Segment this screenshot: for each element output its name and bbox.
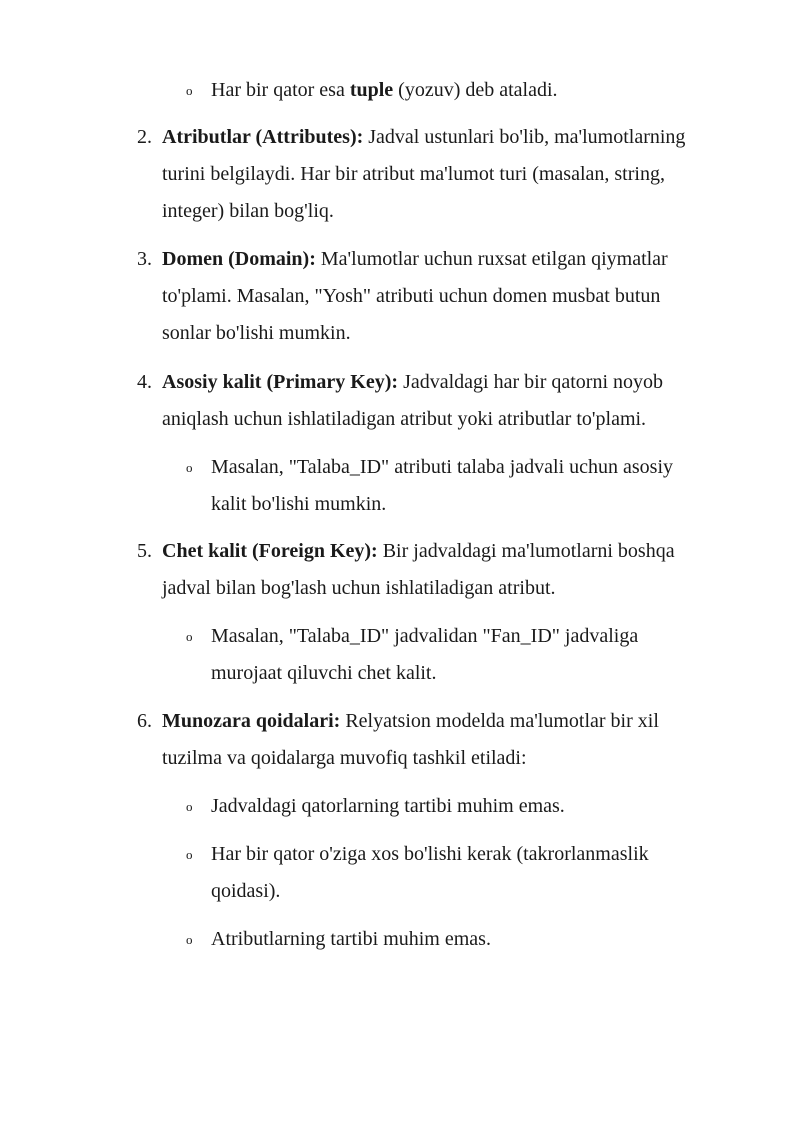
list-item-rules xyxy=(162,703,659,740)
sub-item-text: Masalan, "Talaba_ID" jadvalidan "Fan_ID" jadvaliga xyxy=(211,625,639,647)
item-text-line: tuzilma va qoidalarga muvofiq tashkil etiladi: xyxy=(162,747,527,769)
item-text-line: integer) bilan bog'liq. xyxy=(162,200,334,222)
sub-item-text: murojaat qiluvchi chet kalit. xyxy=(211,662,437,684)
sub-item-text: qoidasi). xyxy=(211,880,281,902)
item-text: Relyatsion modelda ma'lumotlar bir xil xyxy=(340,710,659,732)
item-text: Jadval ustunlari bo'lib, ma'lumotlarning xyxy=(363,126,686,148)
item-text-line: to'plami. Masalan, "Yosh" atributi uchun domen musbat butun xyxy=(162,285,661,307)
list-item-primary-key xyxy=(162,364,663,401)
list-number: 4. xyxy=(137,371,152,393)
item-text-line: jadval bilan bog'lash uchun ishlatiladigan atribut. xyxy=(162,577,556,599)
list-item-foreign-key xyxy=(162,533,675,570)
sub-item-tuple xyxy=(211,72,558,109)
bullet-marker: o xyxy=(186,83,193,98)
bullet-marker: o xyxy=(186,629,193,644)
term-label: Chet kalit (Foreign Key): xyxy=(162,540,378,562)
list-item-attributes xyxy=(162,119,685,156)
term-label: Domen (Domain): xyxy=(162,248,316,270)
item-text: Ma'lumotlar uchun ruxsat etilgan qiymatlar xyxy=(315,248,668,270)
bullet-marker: o xyxy=(186,460,193,475)
sub-item-text: Masalan, "Talaba_ID" atributi talaba jadvali uchun asosiy xyxy=(211,456,674,478)
item-text-line: sonlar bo'lishi mumkin. xyxy=(162,322,351,344)
list-number: 3. xyxy=(137,248,152,270)
sub-item-text: Atributlarning tartibi muhim emas. xyxy=(211,928,491,950)
item-text: Bir jadvaldagi ma'lumotlarni boshqa xyxy=(377,540,675,562)
bold-term: tuple xyxy=(349,79,394,101)
list-number: 6. xyxy=(137,710,152,732)
item-text: Jadvaldagi har bir qatorni noyob xyxy=(398,371,664,393)
sub-item-text: Har bir qator o'ziga xos bo'lishi kerak (takrorlanmaslik xyxy=(211,843,649,865)
item-text-line: turini belgilaydi. Har bir atribut ma'lumot turi (masalan, string, xyxy=(162,163,665,185)
list-number: 2. xyxy=(137,126,152,148)
sub-item-text: kalit bo'lishi mumkin. xyxy=(211,493,387,515)
list-number: 5. xyxy=(137,540,152,562)
list-item-domain xyxy=(162,241,668,278)
term-label: Asosiy kalit (Primary Key): xyxy=(162,371,399,393)
item-text-line: aniqlash uchun ishlatiladigan atribut yoki atributlar to'plami. xyxy=(162,408,647,430)
sub-item-text: (yozuv) deb ataladi. xyxy=(393,79,558,101)
term-label: Munozara qoidalari: xyxy=(162,710,341,732)
sub-item-text: Har bir qator esa xyxy=(211,79,350,101)
bullet-marker: o xyxy=(186,932,193,947)
sub-item-text: Jadvaldagi qatorlarning tartibi muhim emas. xyxy=(211,795,565,817)
bullet-marker: o xyxy=(186,847,193,862)
term-label: Atributlar (Attributes): xyxy=(162,126,364,148)
bullet-marker: o xyxy=(186,799,193,814)
